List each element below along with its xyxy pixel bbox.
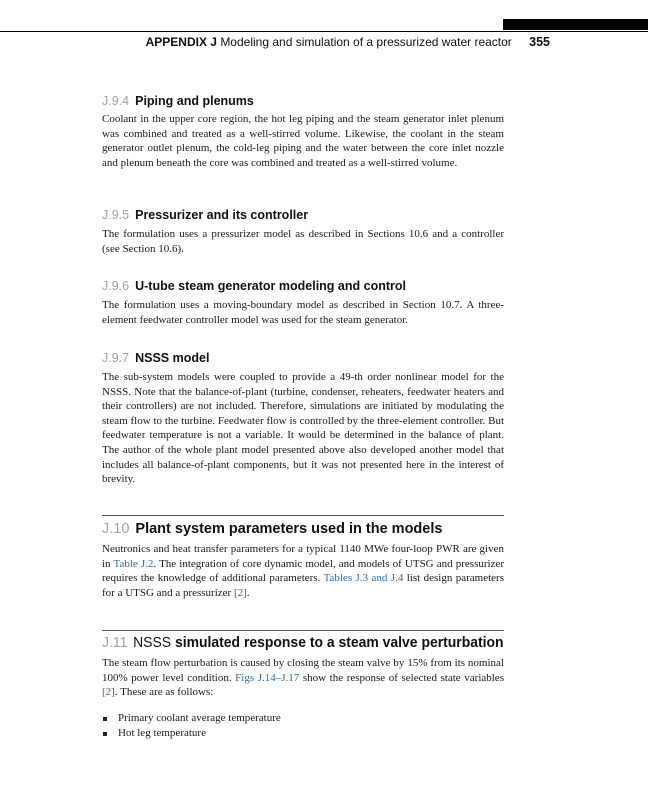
section-number: J.10	[102, 521, 130, 537]
appendix-label: APPENDIX J	[145, 35, 217, 49]
header-bar	[503, 19, 648, 30]
section-rule	[102, 515, 504, 516]
reference-2-link[interactable]: [2]	[102, 686, 115, 699]
bullet-list	[102, 711, 504, 740]
list-item: Primary coolant average temperature	[102, 711, 504, 726]
list-item: Hot leg temperature	[102, 726, 504, 741]
section-heading-j96	[102, 279, 504, 293]
section-paragraph: The formulation uses a pressurizer model as described in Sections 10.6 and a controller (see Section 10.6).	[102, 228, 504, 255]
section-title: Pressurizer and its controller	[135, 208, 309, 222]
section-paragraph: The sub-system models were coupled to provide a 49-th order nonlinear model for the NSSS. Note that the balance-of-plant (turbine, condenser, reheaters, feedwater heaters and their controllers) are not included. Therefore, simulations are initiated by modulating the steam flow to the turbine. Feedwater flow is controlled by the three-element controller. But feedwater temperature is not a variable. It would be determined in the balance of plant. The author of the whole plant model presented above also developed another model that includes all balance-of-plant components, but it was not presented here in the interest of brevity.	[102, 371, 504, 486]
table-j2-link[interactable]: Table J.2	[113, 557, 154, 570]
page-number: 355	[529, 35, 550, 49]
section-heading-j97	[102, 351, 504, 365]
running-header	[0, 35, 550, 49]
section-paragraph: The steam flow perturbation is caused by closing the steam valve by 15% from its nominal 100% power level condition. Figs J.14–J.17 show the response of selected state variables [2]. These are as follows:	[102, 657, 504, 699]
section-paragraph: The formulation uses a moving-boundary model as described in Section 10.7. A three-element feedwater controller model was used for the steam generator.	[102, 299, 504, 326]
section-number: J.9.4	[102, 94, 130, 108]
header-title: Modeling and simulation of a pressurized water reactor	[220, 35, 512, 49]
section-number: J.9.7	[102, 351, 130, 365]
section-heading-j11	[102, 635, 504, 651]
section-number: J.9.6	[102, 279, 130, 293]
section-paragraph: Neutronics and heat transfer parameters for a typical 1140 MWe four-loop PWR are given in Table J.2. The integration of core dynamic model, and models of UTSG and pressurizer requires the knowledge of additional parameters. Tables J.3 and J.4 list design parameters for a UTSG and a pressurizer [2].	[102, 543, 504, 599]
section-heading-j95	[102, 208, 504, 222]
figs-j14-j17-link[interactable]: Figs J.14–J.17	[235, 671, 300, 684]
section-title-plain: NSSS	[133, 635, 172, 651]
section-number: J.9.5	[102, 208, 130, 222]
section-heading-j10	[102, 521, 504, 537]
section-title: U-tube steam generator modeling and control	[135, 279, 406, 293]
section-rule	[102, 630, 504, 631]
section-title: Piping and plenums	[135, 94, 254, 108]
section-title: simulated response to a steam valve perturbation	[174, 635, 504, 651]
section-title: NSSS model	[135, 351, 210, 365]
tables-j3-j4-link[interactable]: Tables J.3 and J.4	[323, 572, 404, 585]
section-number: J.11	[102, 635, 128, 651]
header-rule	[0, 31, 648, 32]
section-paragraph: Coolant in the upper core region, the hot leg piping and the steam generator inlet plenum was combined and treated as a well-stirred volume. Likewise, the coolant in the steam generator outlet plenum, the cold-leg piping and the water between the core inlet nozzle and plenum beneath the core was combined and treated as a well-stirred volume.	[102, 113, 504, 169]
section-heading-j94	[102, 94, 504, 108]
section-title: Plant system parameters used in the models	[135, 521, 443, 537]
reference-2-link[interactable]: [2]	[233, 586, 247, 599]
